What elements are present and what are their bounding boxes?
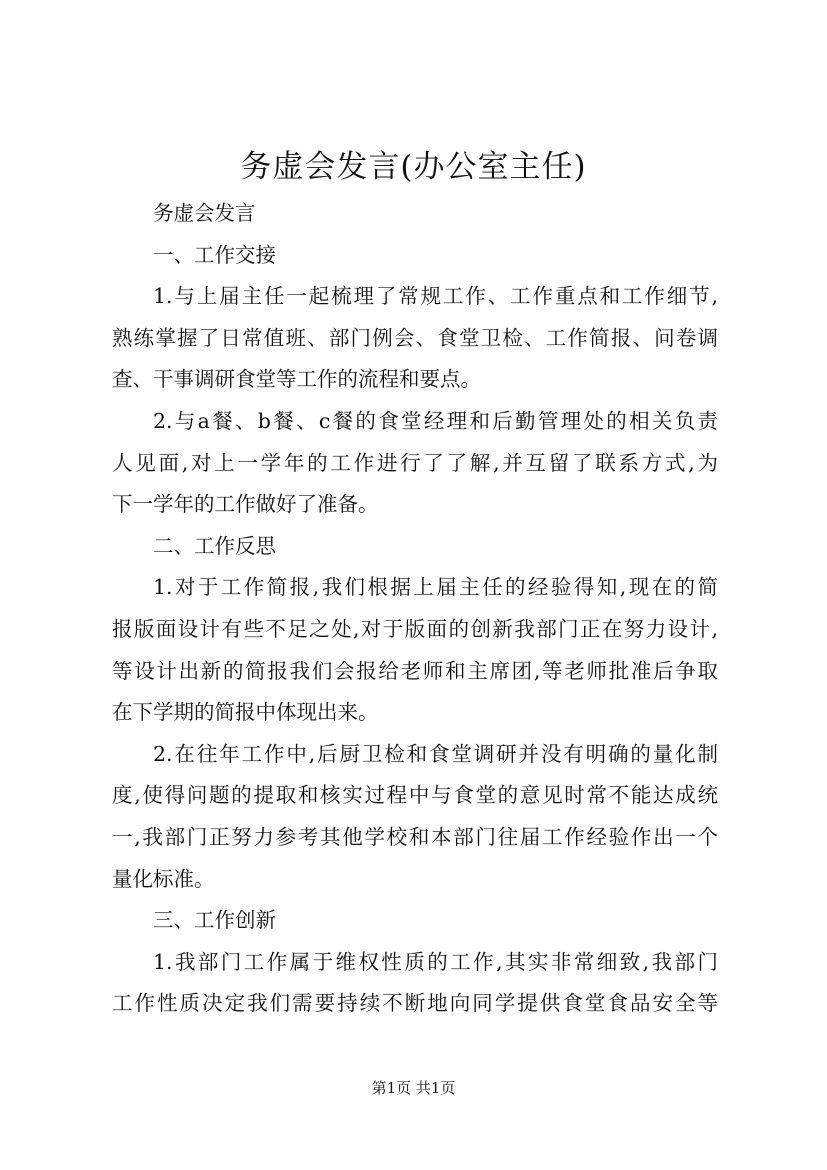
document-body xyxy=(112,193,718,1025)
paragraph-line: 下一学年的工作做好了准备。 xyxy=(112,492,379,517)
page-footer: 第1页 共1页 xyxy=(371,1079,456,1097)
paragraph-line: 1.与上届主任一起梳理了常规工作、工作重点和工作细节, xyxy=(153,284,718,309)
paragraph-line: 等设计出新的简报我们会报给老师和主席团,等老师批准后争取 xyxy=(112,658,718,683)
paragraph-line: 1.我部门工作属于维权性质的工作,其实非常细致,我部门 xyxy=(153,949,718,974)
paragraph-line: 二、工作反思 xyxy=(153,533,276,558)
paragraph-line: 查、干事调研食堂等工作的流程和要点。 xyxy=(112,367,481,392)
paragraph-line: 人见面,对上一学年的工作进行了了解,并互留了联系方式,为 xyxy=(112,450,718,475)
paragraph-line: 报版面设计有些不足之处,对于版面的创新我部门正在努力设计, xyxy=(112,616,718,641)
paragraph-line: 2.在往年工作中,后厨卫检和食堂调研并没有明确的量化制 xyxy=(153,741,718,766)
paragraph-line: 工作性质决定我们需要持续不断地向同学提供食堂食品安全等 xyxy=(112,991,718,1016)
paragraph-line: 一,我部门正努力参考其他学校和本部门往届工作经验作出一个 xyxy=(112,824,718,849)
paragraph-line: 务虚会发言 xyxy=(153,201,256,225)
paragraph-line: 熟练掌握了日常值班、部门例会、食堂卫检、工作简报、问卷调 xyxy=(112,325,718,350)
paragraph-line: 量化标准。 xyxy=(112,866,215,891)
document-title: 务虚会发言(办公室主任) xyxy=(240,149,587,185)
paragraph-line: 1.对于工作简报,我们根据上届主任的经验得知,现在的简 xyxy=(153,575,718,600)
paragraph-line: 在下学期的简报中体现出来。 xyxy=(112,700,379,725)
paragraph-line: 度,使得问题的提取和核实过程中与食堂的意见时常不能达成统 xyxy=(112,783,718,808)
paragraph-line: 一、工作交接 xyxy=(153,242,276,267)
paragraph-line: 2.与a餐、b餐、c餐的食堂经理和后勤管理处的相关负责 xyxy=(153,408,718,433)
paragraph-line: 三、工作创新 xyxy=(153,908,276,933)
